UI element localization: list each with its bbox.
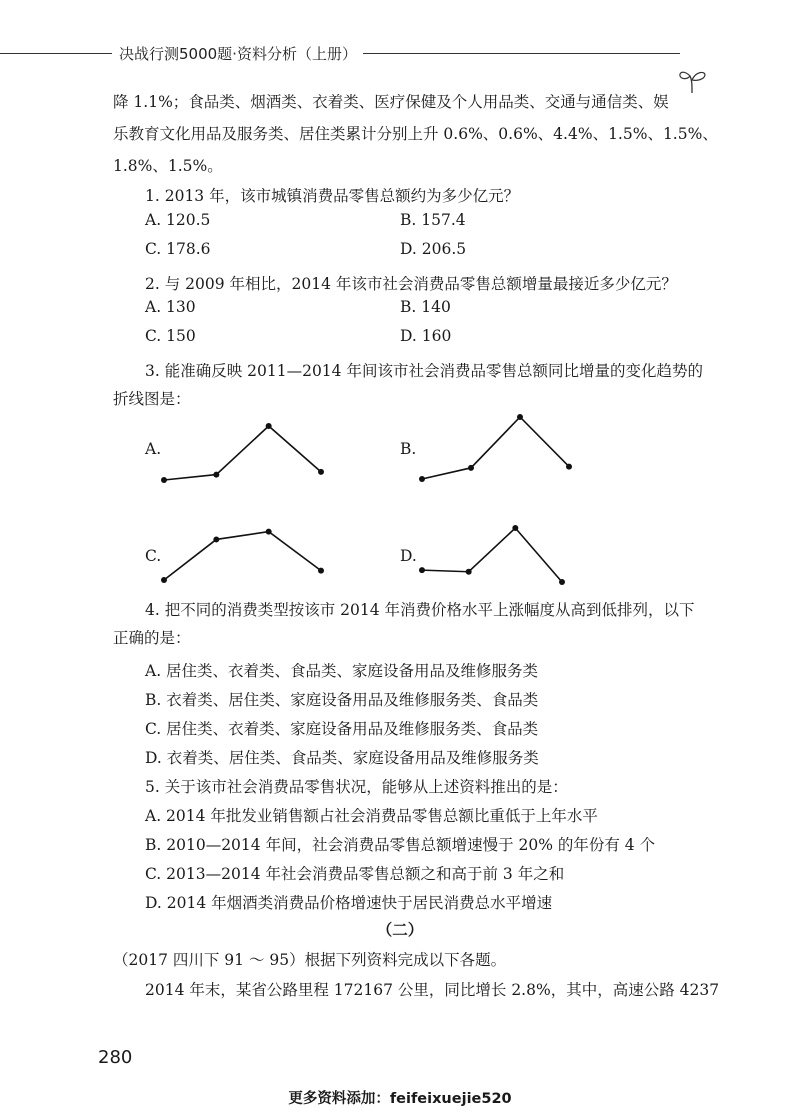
header-rule-left <box>0 53 112 54</box>
q5-stem: 5. 关于该市社会消费品零售状况，能够从上述资料推出的是： <box>145 778 568 796</box>
graph-point-3 <box>512 525 518 531</box>
section-heading: （二） <box>376 920 424 939</box>
q1-option-d: D. 206.5 <box>400 240 467 258</box>
q4-option-d: D. 衣着类、居住类、食品类、家庭设备用品及维修服务类 <box>145 749 539 767</box>
graph-point-4 <box>318 469 324 475</box>
graph-a-line[interactable] <box>160 422 325 484</box>
graph-point-2 <box>468 465 474 471</box>
graph-point-3 <box>266 529 272 535</box>
graph-polyline <box>164 532 321 580</box>
footer-note: 更多资料添加：feifeixuejie520 <box>288 1091 512 1107</box>
q4-stem-line-2: 正确的是： <box>113 629 191 647</box>
graph-point-3 <box>266 423 272 429</box>
graph-b-line[interactable] <box>418 413 573 483</box>
q3-stem-line-1: 3. 能准确反映 2011—2014 年间该市社会消费品零售总额同比增量的变化趋势的 <box>145 362 703 380</box>
graph-point-4 <box>318 568 324 574</box>
q2-stem: 2. 与 2009 年相比，2014 年该市社会消费品零售总额增量最接近多少亿元？ <box>145 275 677 293</box>
graph-polyline <box>422 417 569 479</box>
q4-option-c: C. 居住类、衣着类、家庭设备用品及维修服务类、食品类 <box>145 720 539 738</box>
q1-stem: 1. 2013 年，该市城镇消费品零售总额约为多少亿元？ <box>145 187 520 205</box>
header-rule-right <box>330 53 680 54</box>
section-text-line: 2014 年末，某省公路里程 172167 公里，同比增长 2.8%，其中，高速公路 4237 <box>145 981 720 999</box>
graph-point-2 <box>213 536 219 542</box>
q2-option-b: B. 140 <box>400 298 451 316</box>
page-number: 280 <box>98 1047 133 1068</box>
graph-a-label: A. <box>145 440 162 458</box>
q2-option-a: A. 130 <box>145 298 196 316</box>
graph-point-1 <box>161 577 167 583</box>
graph-point-3 <box>517 414 523 420</box>
graph-point-1 <box>419 476 425 482</box>
header-title: 决战行测5000题·资料分析（上册） <box>113 43 363 64</box>
graph-c-line[interactable] <box>160 524 325 584</box>
graph-point-4 <box>559 579 565 585</box>
q5-option-b: B. 2010—2014 年间，社会消费品零售总额增速慢于 20% 的年份有 4 个 <box>145 836 656 854</box>
section-source: （2017 四川下 91 ～ 95）根据下列资料完成以下各题。 <box>113 951 507 969</box>
q4-option-b: B. 衣着类、居住类、家庭设备用品及维修服务类、食品类 <box>145 691 539 709</box>
q2-option-d: D. 160 <box>400 327 452 345</box>
graph-polyline <box>422 528 562 582</box>
graph-point-1 <box>161 477 167 483</box>
intro-line-2: 乐教育文化用品及服务类、居住类累计分别上升 0.6%、0.6%、4.4%、1.5%、1.5%、 <box>113 125 718 143</box>
intro-line-1: 降 1.1%；食品类、烟酒类、衣着类、医疗保健及个人用品类、交通与通信类、娱 <box>113 93 669 111</box>
q1-option-c: C. 178.6 <box>145 240 211 258</box>
graph-d-label: D. <box>400 547 417 565</box>
graph-d-line[interactable] <box>418 524 566 586</box>
intro-line-3: 1.8%、1.5%。 <box>113 157 223 175</box>
graph-point-2 <box>466 569 472 575</box>
q4-stem-line-1: 4. 把不同的消费类型按该市 2014 年消费价格水平上涨幅度从高到低排列，以下 <box>145 601 695 619</box>
graph-point-1 <box>419 567 425 573</box>
graph-point-2 <box>213 472 219 478</box>
q5-option-d: D. 2014 年烟酒类消费品价格增速快于居民消费总水平增速 <box>145 894 553 912</box>
q1-option-b: B. 157.4 <box>400 211 466 229</box>
graph-polyline <box>164 426 321 480</box>
running-header <box>0 40 800 66</box>
graph-c-label: C. <box>145 547 162 565</box>
q4-option-a: A. 居住类、衣着类、食品类、家庭设备用品及维修服务类 <box>145 662 539 680</box>
q5-option-c: C. 2013—2014 年社会消费品零售总额之和高于前 3 年之和 <box>145 865 565 883</box>
q2-option-c: C. 150 <box>145 327 196 345</box>
q1-option-a: A. 120.5 <box>145 211 211 229</box>
q5-option-a: A. 2014 年批发业销售额占社会消费品零售总额比重低于上年水平 <box>145 807 598 825</box>
graph-point-4 <box>566 464 572 470</box>
graph-b-label: B. <box>400 440 417 458</box>
q3-stem-line-2: 折线图是： <box>113 390 191 408</box>
